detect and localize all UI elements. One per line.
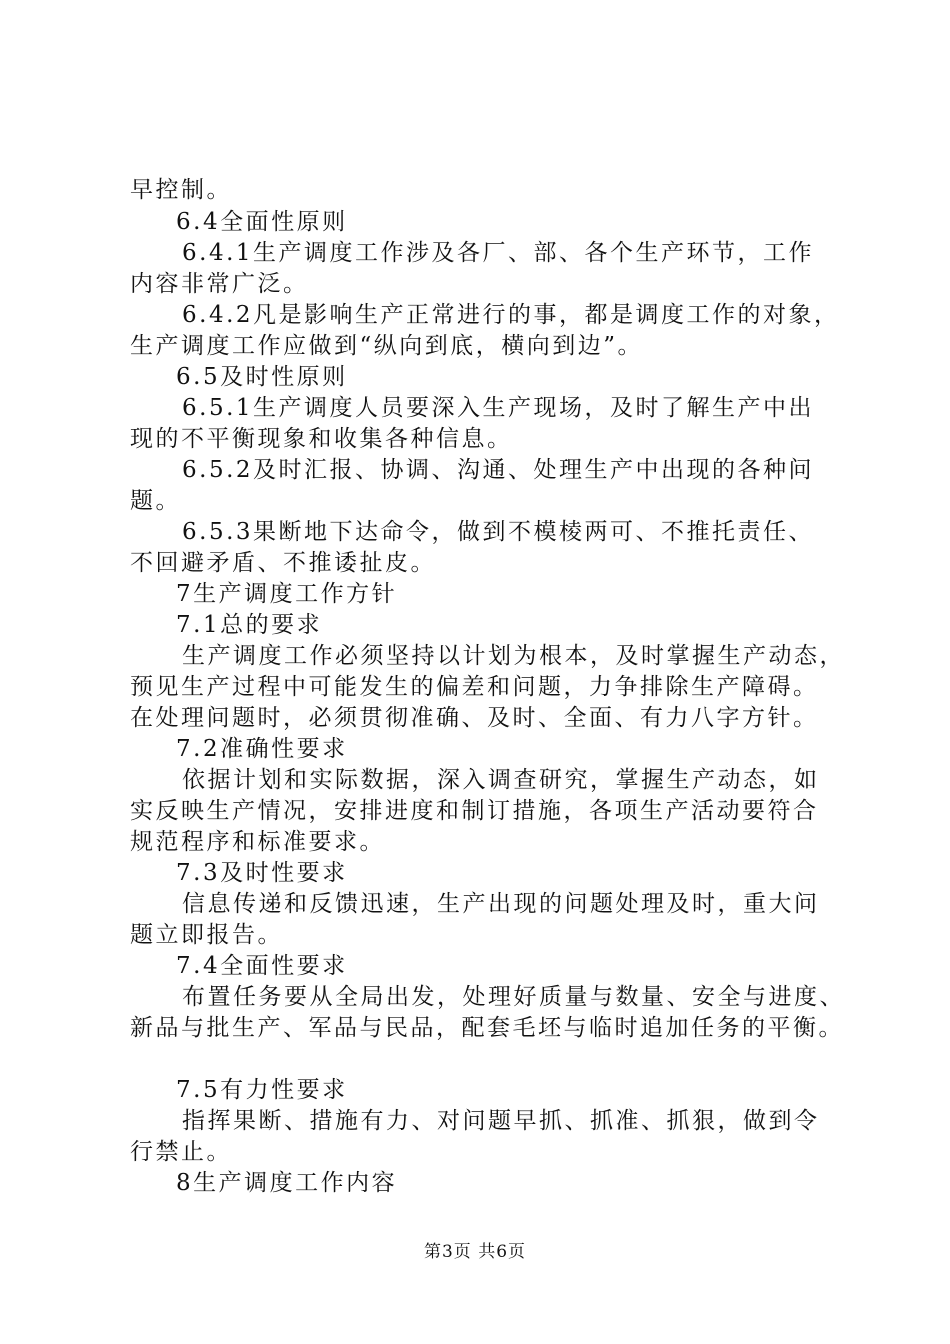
text-line: 生产调度工作必须坚持以计划为根本，及时掌握生产动态， xyxy=(182,643,845,669)
text-line: 预见生产过程中可能发生的偏差和问题，力争排除生产障碍。 xyxy=(130,674,819,700)
text-line: 在处理问题时，必须贯彻准确、及时、全面、有力八字方针。 xyxy=(130,705,819,731)
text-line: 6.5.3果断地下达命令，做到不模棱两可、不推托责任、 xyxy=(182,519,815,545)
section-heading: 7生产调度工作方针 xyxy=(176,581,398,607)
section-heading: 6.5及时性原则 xyxy=(176,364,348,390)
section-heading: 7.1总的要求 xyxy=(176,612,323,638)
text-line: 早控制。 xyxy=(130,177,232,203)
section-heading: 6.4全面性原则 xyxy=(176,209,348,235)
text-line: 6.5.2及时汇报、协调、沟通、处理生产中出现的各种问 xyxy=(182,457,815,483)
text-line: 依据计划和实际数据，深入调查研究，掌握生产动态，如 xyxy=(182,767,820,793)
section-heading: 7.4全面性要求 xyxy=(176,953,348,979)
text-line: 题。 xyxy=(130,488,181,514)
section-heading: 8生产调度工作内容 xyxy=(176,1170,398,1196)
section-heading: 7.5有力性要求 xyxy=(176,1077,348,1103)
text-line: 不回避矛盾、不推诿扯皮。 xyxy=(130,550,436,576)
text-line: 现的不平衡现象和收集各种信息。 xyxy=(130,426,513,452)
text-line: 6.4.2凡是影响生产正常进行的事，都是调度工作的对象， xyxy=(182,302,840,328)
text-line: 信息传递和反馈迅速，生产出现的问题处理及时，重大问 xyxy=(182,891,820,917)
text-line: 实反映生产情况，安排进度和制订措施，各项生产活动要符合 xyxy=(130,798,819,824)
text-line: 行禁止。 xyxy=(130,1139,232,1165)
section-heading: 7.2准确性要求 xyxy=(176,736,348,762)
text-line: 布置任务要从全局出发，处理好质量与数量、安全与进度、 xyxy=(182,984,845,1010)
section-heading: 7.3及时性要求 xyxy=(176,860,348,886)
text-line: 指挥果断、措施有力、对问题早抓、抓准、抓狠，做到令 xyxy=(182,1108,820,1134)
text-line: 内容非常广泛。 xyxy=(130,271,309,297)
page-footer: 第3页 共6页 xyxy=(423,1242,527,1262)
text-line: 新品与批生产、军品与民品，配套毛坯与临时追加任务的平衡。 xyxy=(130,1015,844,1041)
text-line: 规范程序和标准要求。 xyxy=(130,829,385,855)
text-line: 生产调度工作应做到“纵向到底，横向到边”。 xyxy=(130,333,644,359)
text-line: 6.5.1生产调度人员要深入生产现场，及时了解生产中出 xyxy=(182,395,815,421)
text-line: 题立即报告。 xyxy=(130,922,283,948)
text-line: 6.4.1生产调度工作涉及各厂、部、各个生产环节，工作 xyxy=(182,240,815,266)
